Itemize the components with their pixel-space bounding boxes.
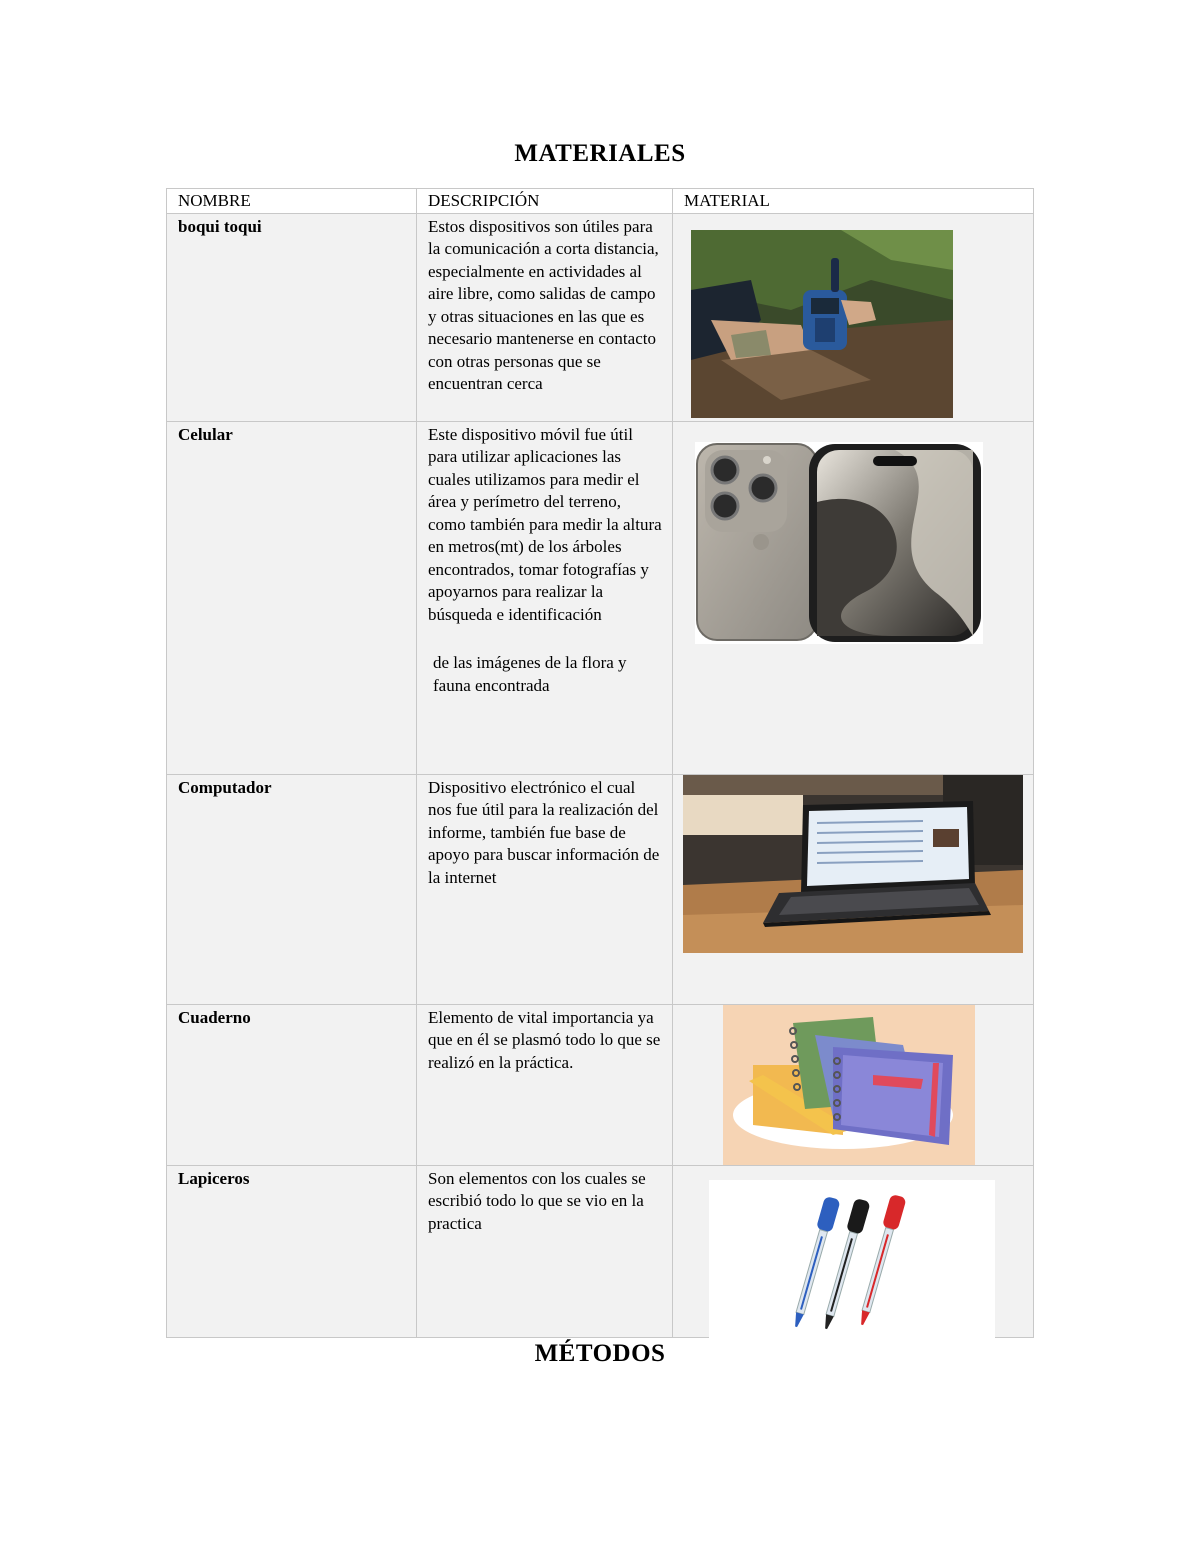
material-name: boqui toqui <box>167 213 417 421</box>
notebooks-image <box>723 1005 975 1165</box>
walkie-talkie-image <box>691 230 953 418</box>
material-description-cell <box>417 421 673 774</box>
material-name: Computador <box>167 774 417 1004</box>
material-description-continued: de las imágenes de la flora y fauna encontrada <box>433 653 627 695</box>
material-image-cell <box>673 774 1034 1004</box>
material-name: Celular <box>167 421 417 774</box>
laptop-image <box>683 775 1023 953</box>
material-description: Estos dispositivos son útiles para la comunicación a corta distancia, especialmente en actividades al aire libre, como salidas de campo y otras situaciones en las que es necesario mantenerse en contacto con otras personas que se encuentran cerca <box>417 213 673 421</box>
material-name: Lapiceros <box>167 1165 417 1337</box>
pens-image <box>709 1180 995 1338</box>
material-description: Dispositivo electrónico el cual nos fue útil para la realización del informe, también fue base de apoyo para buscar información de la internet <box>417 774 673 1004</box>
table-row <box>167 421 1034 774</box>
smartphone-image <box>695 442 983 644</box>
material-image-cell <box>673 421 1034 774</box>
table-row <box>167 1004 1034 1165</box>
table-row <box>167 213 1034 421</box>
materials-table <box>166 188 1034 1338</box>
section-title-materiales: MATERIALES <box>514 140 686 167</box>
material-image-cell <box>673 213 1034 421</box>
material-description: Este dispositivo móvil fue útil para utilizar aplicaciones las cuales utilizamos para medir el área y perímetro del terreno, como también para medir la altura en metros(mt) de los árboles encontrados, tomar fotografías y apoyarnos para realizar la búsqueda e identificación <box>428 424 662 624</box>
column-header-material: MATERIAL <box>673 189 1034 214</box>
column-header-nombre: NOMBRE <box>167 189 417 214</box>
table-row <box>167 774 1034 1004</box>
column-header-descripcion: DESCRIPCIÓN <box>417 189 673 214</box>
material-description: Son elementos con los cuales se escribió todo lo que se vio en la practica <box>417 1165 673 1337</box>
table-row <box>167 1165 1034 1337</box>
material-description: Elemento de vital importancia ya que en él se plasmó todo lo que se realizó en la práctica. <box>417 1004 673 1165</box>
material-image-cell <box>673 1165 1034 1337</box>
section-title-metodos: MÉTODOS <box>534 1340 666 1367</box>
material-image-cell <box>673 1004 1034 1165</box>
material-name: Cuaderno <box>167 1004 417 1165</box>
table-header-row <box>167 189 1034 214</box>
